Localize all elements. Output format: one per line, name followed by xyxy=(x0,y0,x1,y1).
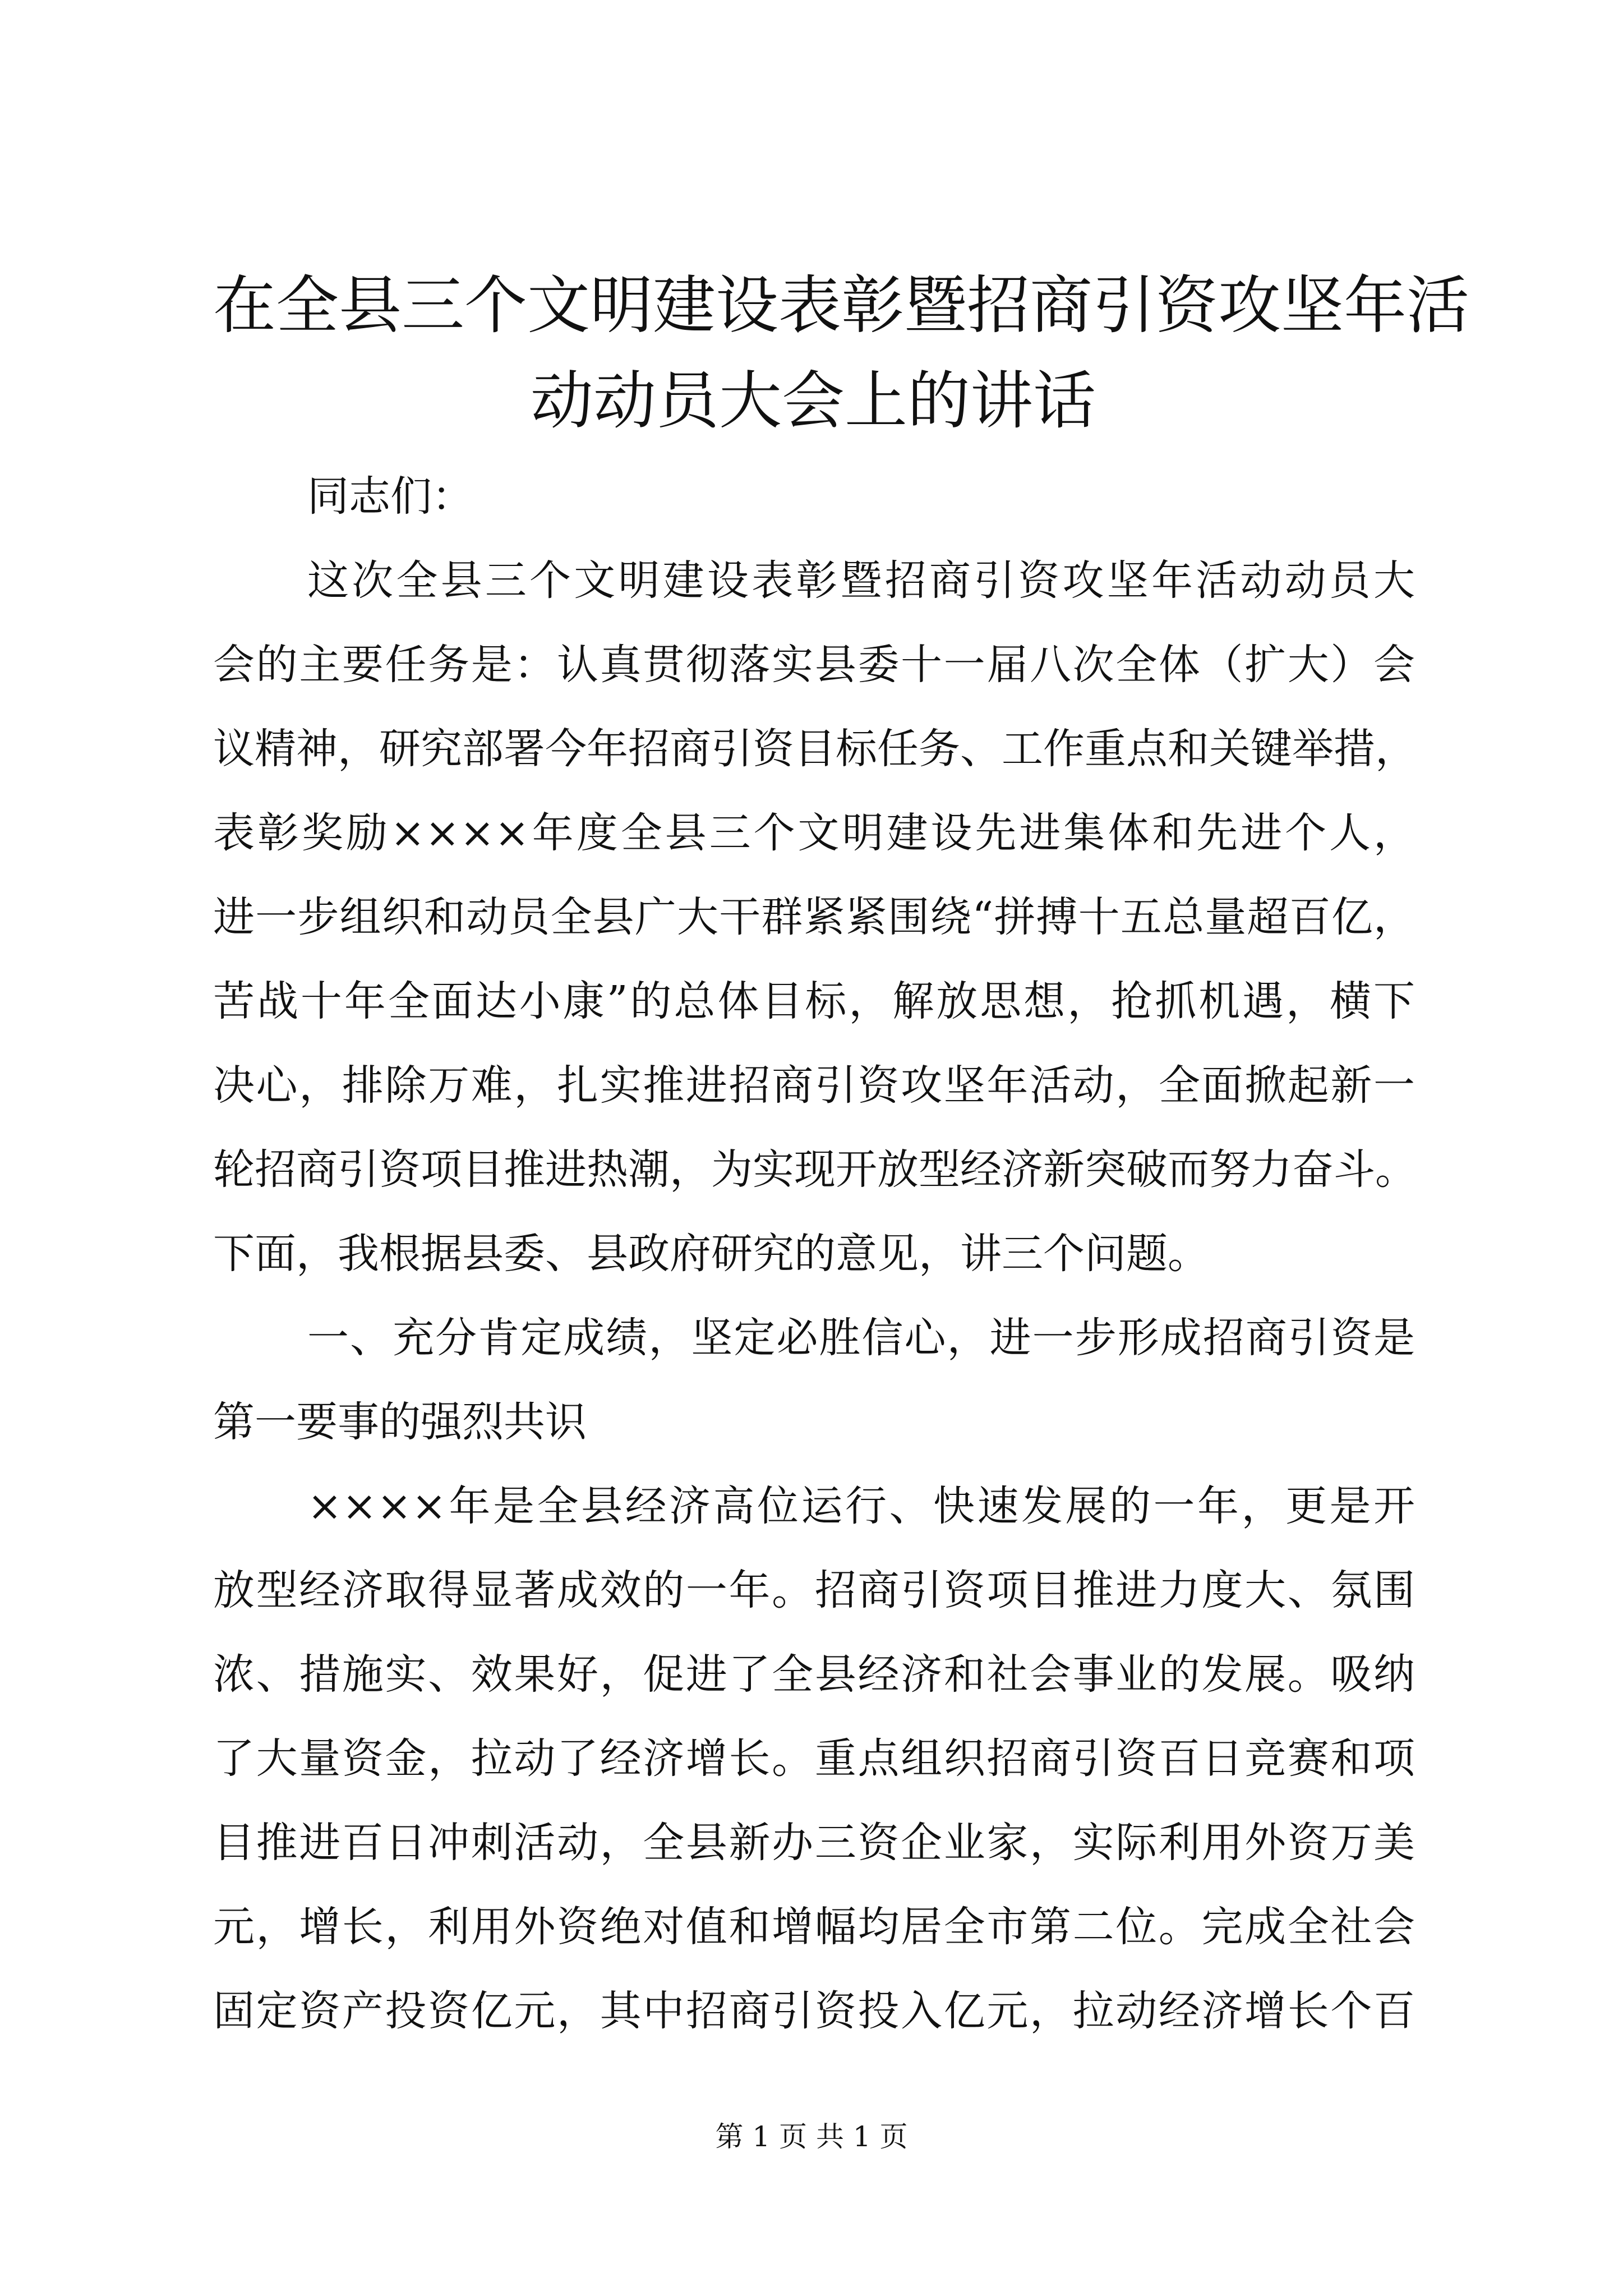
heading-line: 第一要事的强烈共识 xyxy=(213,1398,587,1446)
paragraph-line: 浓、措施实、效果好，促进了全县经济和社会事业的发展。吸纳 xyxy=(213,1650,1415,1699)
paragraph-line: 了大量资金，拉动了经济增长。重点组织招商引资百日竞赛和项 xyxy=(213,1734,1415,1783)
paragraph-line: 这次全县三个文明建设表彰暨招商引资攻坚年活动动员大 xyxy=(307,556,1415,605)
paragraph-line: ××××年是全县经济高位运行、快速发展的一年，更是开 xyxy=(307,1482,1415,1530)
salutation: 同志们： xyxy=(307,472,473,521)
title-line: 动动员大会上的讲话 xyxy=(531,365,1096,438)
paragraph-line: 议精神，研究部署今年招商引资目标任务、工作重点和关键举措， xyxy=(213,725,1417,773)
heading-line: 一、充分肯定成绩，坚定必胜信心，进一步形成招商引资是 xyxy=(307,1314,1415,1362)
title-line: 在全县三个文明建设表彰暨招商引资攻坚年活 xyxy=(213,269,1469,342)
paragraph-line: 元，增长，利用外资绝对值和增幅均居全市第二位。完成全社会 xyxy=(213,1903,1415,1951)
document-title xyxy=(213,258,1469,449)
paragraph-line: 轮招商引资项目推进热潮，为实现开放型经济新突破而努力奋斗。 xyxy=(213,1145,1417,1194)
paragraph-line: 下面，我根据县委、县政府研究的意见，讲三个问题。 xyxy=(213,1230,1209,1278)
paragraph-line: 苦战十年全面达小康”的总体目标，解放思想，抢抓机遇，横下 xyxy=(213,977,1415,1025)
paragraph-line: 固定资产投资亿元，其中招商引资投入亿元，拉动经济增长个百 xyxy=(213,1987,1415,2035)
paragraph-line: 放型经济取得显著成效的一年。招商引资项目推进力度大、氛围 xyxy=(213,1566,1415,1614)
page-footer: 第 1 页 共 1 页 xyxy=(715,2120,908,2153)
paragraph-line: 会的主要任务是：认真贯彻落实县委十一届八次全体（扩大）会 xyxy=(213,641,1415,689)
paragraph-line: 决心，排除万难，扎实推进招商引资攻坚年活动，全面掀起新一 xyxy=(213,1061,1415,1110)
paragraph-line: 进一步组织和动员全县广大干群紧紧围绕“拼搏十五总量超百亿， xyxy=(213,893,1415,941)
paragraph-line: 表彰奖励××××年度全县三个文明建设先进集体和先进个人， xyxy=(213,809,1415,857)
paragraph-line: 目推进百日冲刺活动，全县新办三资企业家，实际利用外资万美 xyxy=(213,1819,1415,1867)
